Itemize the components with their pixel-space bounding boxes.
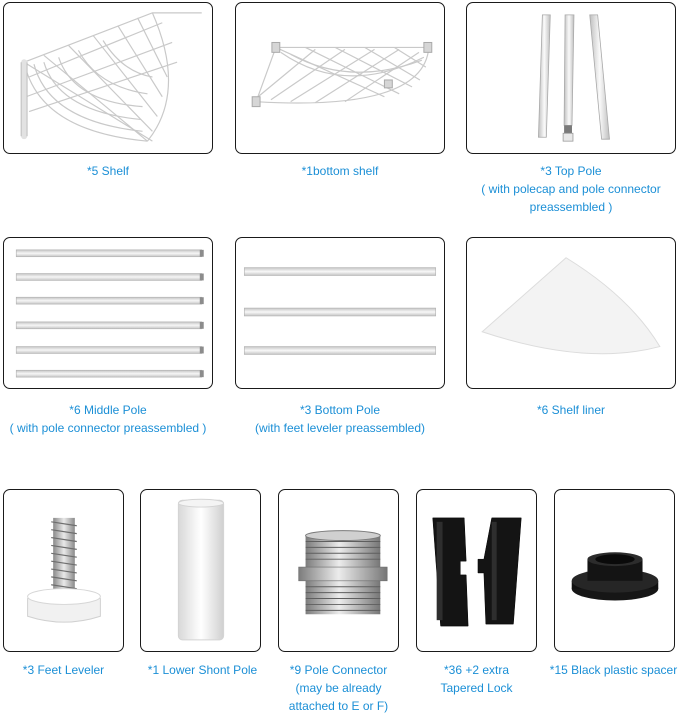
tapered-lock-caption <box>416 661 537 697</box>
middle-pole-caption-line-1: *6 Middle Pole <box>69 403 147 417</box>
lower-short-pole-card <box>140 489 261 652</box>
lower-short-pole-caption <box>140 661 265 679</box>
tapered-lock-caption-line-2: Tapered Lock <box>440 681 513 695</box>
shelf-liner-image <box>467 238 675 388</box>
top-pole-caption-line-1: *3 Top Pole <box>540 164 602 178</box>
pole-connector-caption-line-1: *9 Pole Connector <box>289 663 388 677</box>
lower-short-pole-image <box>141 490 260 651</box>
wire-shelf-image <box>4 3 212 153</box>
top-pole-caption-line-2: ( with polecap and pole connector <box>481 182 661 196</box>
feet-leveler-caption <box>3 661 124 679</box>
pole-connector-caption <box>278 661 399 715</box>
shelf-card <box>3 2 213 154</box>
feet-leveler-image <box>4 490 123 651</box>
lower-short-pole-caption-line-1: *1 Lower Shont Pole <box>147 663 258 677</box>
bottom-pole-image <box>236 238 444 388</box>
shelf-liner-caption-line-1: *6 Shelf liner <box>536 403 606 417</box>
middle-pole-image <box>4 238 212 388</box>
shelf-liner-card <box>466 237 676 389</box>
plastic-spacer-caption <box>548 661 679 679</box>
pole-connector-image <box>279 490 398 651</box>
bottom-shelf-caption <box>235 162 445 180</box>
shelf-caption <box>3 162 213 180</box>
pole-connector-caption-line-3: attached to E or F) <box>288 699 389 713</box>
top-pole-card <box>466 2 676 154</box>
tapered-lock-image <box>417 490 536 651</box>
shelf-caption-line-1: *5 Shelf <box>86 164 130 178</box>
top-pole-caption-line-3: preassembled ) <box>529 200 613 214</box>
middle-pole-caption-line-2: ( with pole connector preassembled ) <box>9 421 207 435</box>
plastic-spacer-card <box>554 489 675 652</box>
pole-connector-card <box>278 489 399 652</box>
shelf-liner-caption <box>466 401 676 419</box>
bottom-shelf-card <box>235 2 445 154</box>
bottom-wire-shelf-image <box>236 3 444 153</box>
bottom-shelf-caption-line-1: *1bottom shelf <box>301 164 379 178</box>
tapered-lock-card <box>416 489 537 652</box>
plastic-spacer-image <box>555 490 674 651</box>
feet-leveler-caption-line-1: *3 Feet Leveler <box>22 663 105 677</box>
bottom-pole-caption <box>235 401 445 437</box>
bottom-pole-caption-line-2: (with feet leveler preassembled) <box>254 421 426 435</box>
top-pole-caption <box>466 162 676 216</box>
tapered-lock-caption-line-1: *36 +2 extra <box>443 663 510 677</box>
middle-pole-card <box>3 237 213 389</box>
bottom-pole-caption-line-1: *3 Bottom Pole <box>299 403 381 417</box>
plastic-spacer-caption-line-1: *15 Black plastic spacer <box>549 663 678 677</box>
top-pole-image <box>467 3 675 153</box>
pole-connector-caption-line-2: (may be already <box>295 681 382 695</box>
bottom-pole-card <box>235 237 445 389</box>
middle-pole-caption <box>3 401 213 437</box>
feet-leveler-card <box>3 489 124 652</box>
